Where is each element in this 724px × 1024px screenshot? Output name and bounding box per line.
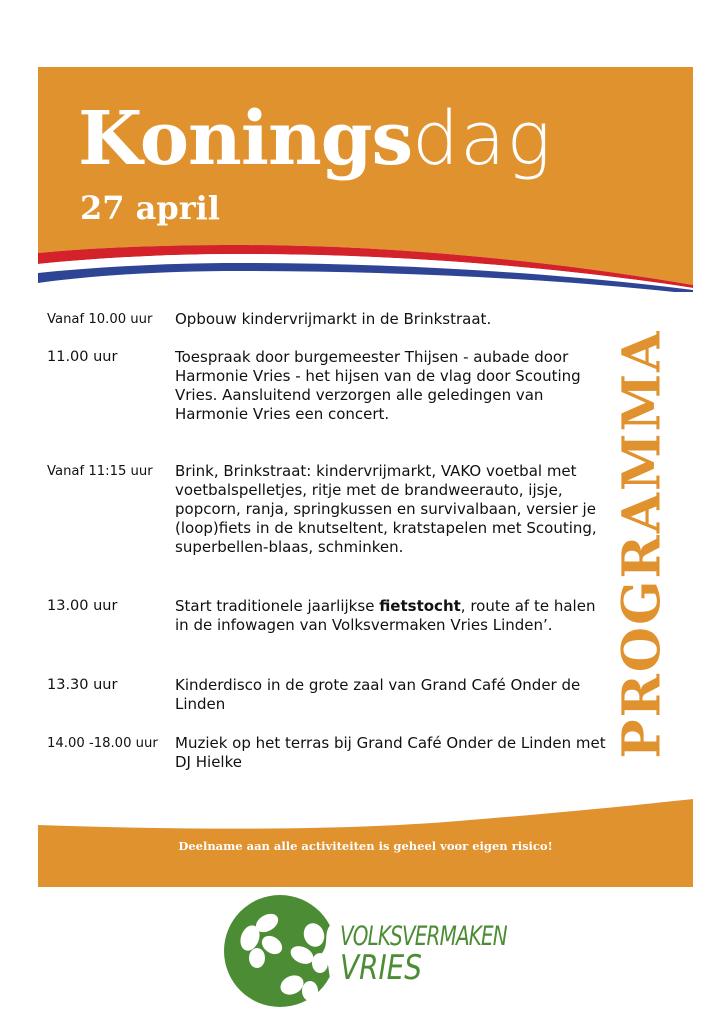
logo-line-2: VRIES (340, 948, 422, 988)
programma-label: PROGRAMMA (611, 329, 673, 759)
schedule-time: Vanaf 11:15 uur (47, 464, 153, 479)
schedule-item (47, 462, 607, 557)
schedule-description: Kinderdisco in de grote zaal van Grand Café Onder de Linden (175, 676, 581, 713)
title-light: dag (412, 96, 552, 182)
schedule-time: 11.00 uur (47, 349, 118, 365)
schedule-item (47, 348, 607, 424)
title-bold: Konings (78, 96, 413, 182)
page-title (78, 96, 552, 182)
footer-banner (38, 795, 693, 887)
schedule-time: 13.00 uur (47, 598, 118, 614)
logo-line-1: VOLKSVERMAKEN (340, 921, 507, 952)
schedule-item (47, 597, 607, 635)
schedule-description: Toespraak door burgemeester Thijsen - aubade door Harmonie Vries - het hijsen van de vlag door Scouting Vries. Aansluitend verzorgen alle geledingen van Harmonie Vries een concert. (175, 348, 581, 423)
schedule-time: 14.00 -18.00 uur (47, 736, 158, 751)
schedule-item (47, 676, 607, 714)
event-date: 27 april (80, 189, 220, 227)
schedule-item (47, 310, 607, 329)
disclaimer: Deelname aan alle activiteiten is geheel voor eigen risico! (178, 839, 553, 853)
schedule-time: Vanaf 10.00 uur (47, 312, 153, 327)
schedule-description: Start traditionele jaarlijkse fietstocht, route af te halen in de infowagen van Volksvermaken Vries Linden’. (175, 597, 596, 634)
schedule-description: Brink, Brinkstraat: kindervrijmarkt, VAKO voetbal met voetbalspelletjes, ritje met de brandweerauto, ijsje, popcorn, ranja, springkussen en survivalbaan, versier je (loop)fiets in de knutseltent, kratstapelen met Scouting, superbellen-blaas, schminken. (175, 462, 597, 556)
header-banner (38, 67, 693, 287)
highlight-fietstocht: fietstocht (379, 597, 461, 615)
flower-circle-icon (222, 893, 342, 1008)
schedule-item (47, 734, 607, 772)
volksvermaken-logo (222, 893, 552, 1008)
schedule-description: Opbouw kindervrijmarkt in de Brinkstraat. (175, 310, 492, 328)
schedule-description: Muziek op het terras bij Grand Café Onder de Linden met DJ Hielke (175, 734, 606, 771)
schedule-time: 13.30 uur (47, 677, 118, 693)
